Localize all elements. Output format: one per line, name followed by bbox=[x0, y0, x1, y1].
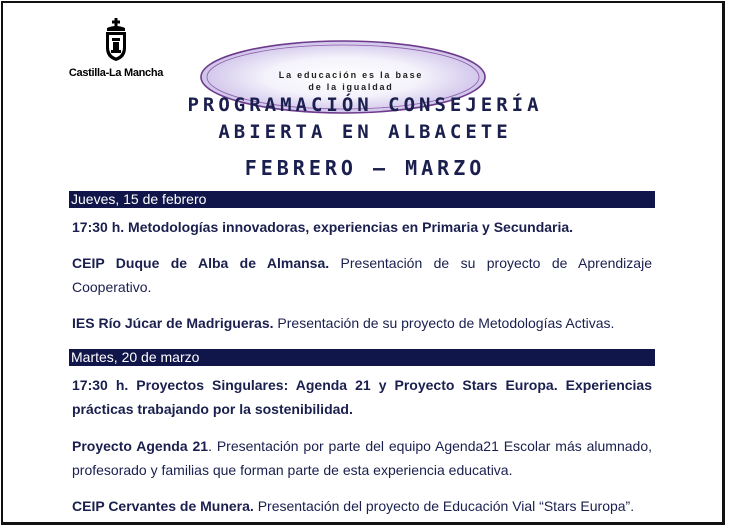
headline-text: 17:30 h. Proyectos Singulares: Agenda 21 y Proyecto Stars Europa. Experiencias prácticas trabajando por la sostenibilidad. bbox=[72, 377, 652, 417]
list-item bbox=[72, 311, 652, 335]
item-name: IES Río Júcar de Madrigueras. bbox=[72, 315, 274, 331]
page-title-line-2: ABIERTA EN ALBACETE bbox=[218, 121, 512, 143]
section-date-band: Martes, 20 de marzo bbox=[69, 349, 655, 366]
item-text: Presentación de su proyecto de Aprendizaje Cooperativo. bbox=[72, 255, 652, 295]
coat-of-arms-icon bbox=[101, 18, 131, 62]
item-text: Presentación de su proyecto de Metodologías Activas. bbox=[273, 315, 615, 331]
item-name: Proyecto Agenda 21 bbox=[72, 438, 209, 454]
section-date-band: Jueves, 15 de febrero bbox=[69, 191, 655, 208]
list-item bbox=[72, 494, 652, 518]
motto-line-1: La educación es la base bbox=[278, 70, 424, 80]
item-text: . Presentación por parte del equipo Agenda21 Escolar más alumnado, profesorado y familias que forman parte de esta experiencia educativa. bbox=[72, 438, 652, 478]
section-headline bbox=[72, 373, 652, 421]
section-headline bbox=[72, 215, 652, 239]
list-item bbox=[72, 251, 652, 299]
page-subtitle-months: FEBRERO – MARZO bbox=[244, 156, 486, 180]
page-title-line-1: PROGRAMACIÓN CONSEJERÍA bbox=[187, 94, 543, 116]
item-name: CEIP Cervantes de Munera. bbox=[72, 498, 254, 514]
item-text: Presentación del proyecto de Educación Vial “Stars Europa”. bbox=[253, 498, 635, 514]
logo-name: Castilla-La Mancha bbox=[68, 67, 164, 79]
motto bbox=[240, 69, 462, 93]
item-name: CEIP Duque de Alba de Almansa. bbox=[72, 255, 330, 271]
motto-line-2: de la igualdad bbox=[308, 82, 394, 92]
list-item bbox=[72, 434, 652, 482]
logo bbox=[66, 18, 166, 79]
headline-text: 17:30 h. Metodologías innovadoras, experiencias en Primaria y Secundaria. bbox=[72, 219, 574, 235]
